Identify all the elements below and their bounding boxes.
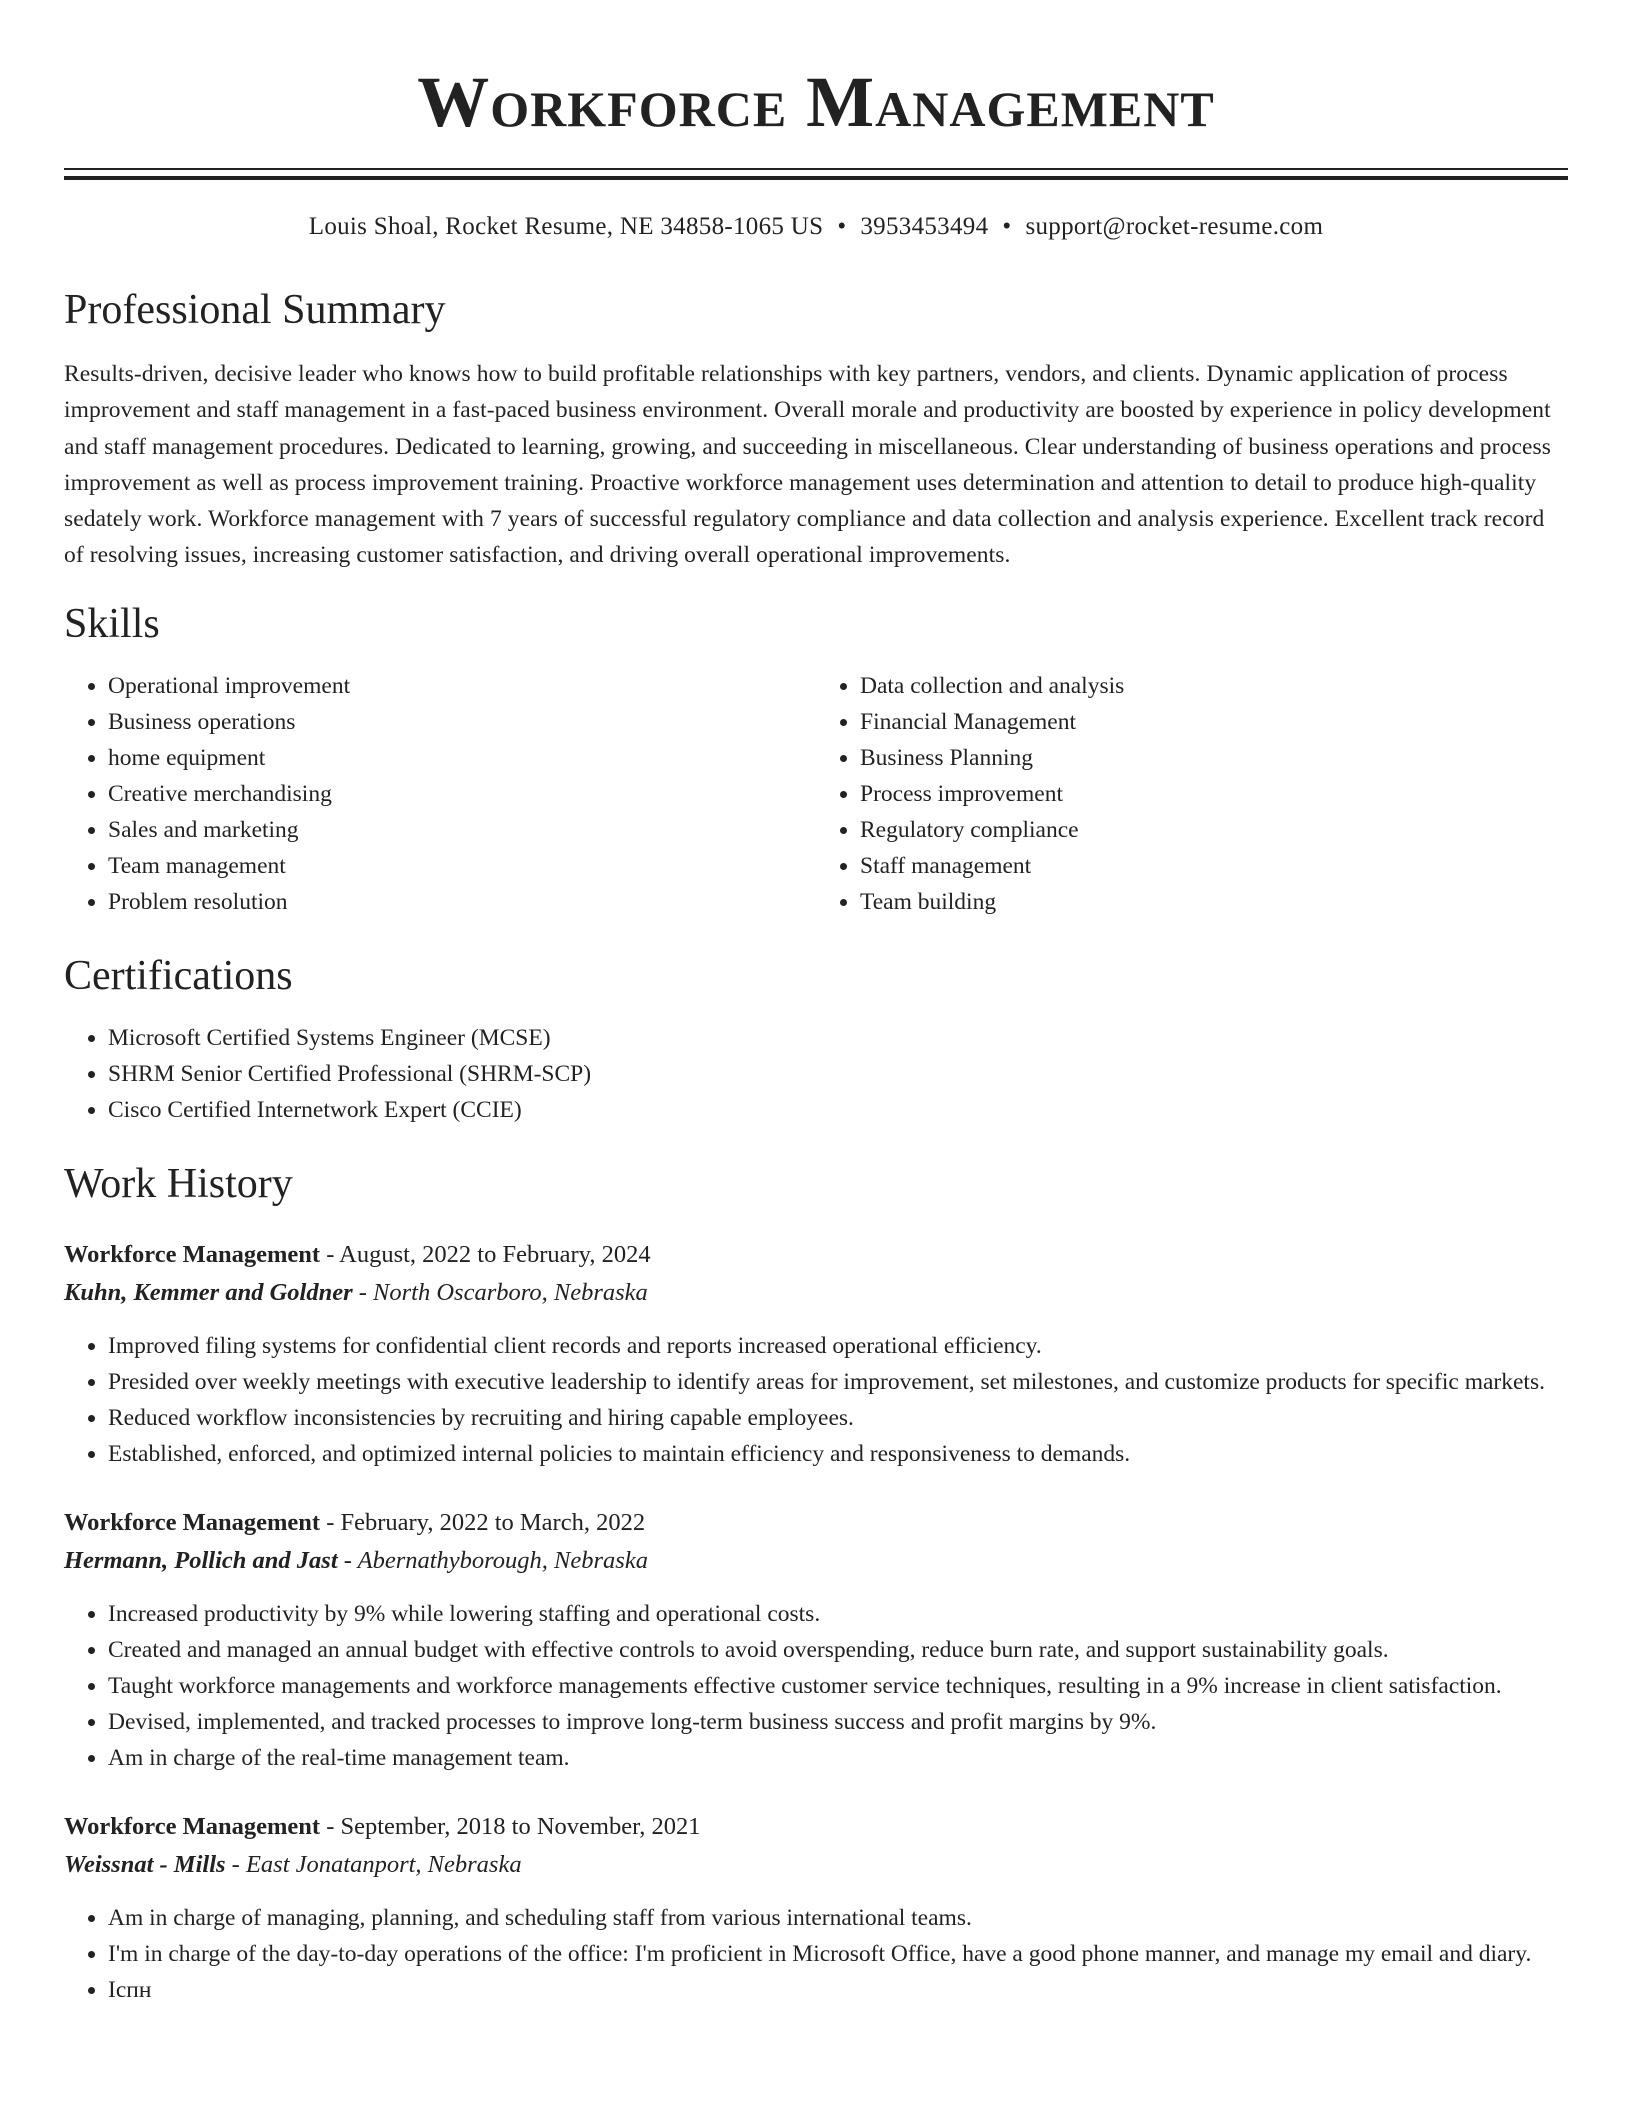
skill-item: • Creative merchandising (108, 776, 816, 812)
job-company-line (64, 1542, 1568, 1580)
job-title-line (64, 1808, 1568, 1846)
job-title: Workforce Management (64, 1240, 321, 1268)
skill-item: • Process improvement (860, 776, 1568, 812)
certifications-list (64, 1020, 1568, 1128)
job-bullets (64, 1596, 1568, 1776)
work-history-heading: Work History (64, 1160, 293, 1207)
job-bullets (64, 1328, 1568, 1472)
skill-item: • home equipment (108, 740, 816, 776)
skill-item: • Problem resolution (108, 884, 816, 920)
contact-email: support@rocket-resume.com (1025, 213, 1324, 240)
certification-item: • Cisco Certified Internetwork Expert (CCIE) (108, 1092, 1568, 1128)
job-bullet: • Presided over weekly meetings with executive leadership to identify areas for improvement, set milestones, and customize products for specific markets. (108, 1364, 1568, 1400)
job-dash: - (352, 1278, 374, 1306)
job-bullet: • Devised, implemented, and tracked processes to improve long-term business success and profit margins by 9%. (108, 1704, 1568, 1740)
job-location: Abernathyborough, Nebraska (357, 1546, 648, 1574)
job-entry (64, 1504, 1568, 1776)
job-bullets (64, 1900, 1568, 2008)
summary-text: Results-driven, decisive leader who knows how to build profitable relationships with key partners, vendors, and clients. Dynamic application of process improvement and staff management in a fast-paced business environment. Overall morale and productivity are boosted by experience in policy development and staff management procedures. Dedicated to learning, growing, and succeeding in miscellaneous. Clear understanding of business operations and process improvement as well as process improvement training. Proactive workforce management uses determination and attention to detail to produce high-quality sedately work. Workforce management with 7 years of successful regulatory compliance and data collection and analysis experience. Excellent track record of resolving issues, increasing customer satisfaction, and driving overall operational improvements. (64, 361, 1551, 569)
skills-left-list (64, 668, 816, 920)
job-bullet: • Created and managed an annual budget with effective controls to avoid overspending, reduce burn rate, and support sustainability goals. (108, 1632, 1568, 1668)
job-title: Workforce Management (64, 1812, 321, 1840)
job-title: Workforce Management (64, 1508, 321, 1536)
job-dash: - (337, 1546, 358, 1574)
job-bullet: • Am in charge of managing, planning, and scheduling staff from various international teams. (108, 1900, 1568, 1936)
skill-item: • Data collection and analysis (860, 668, 1568, 704)
contact-phone: 3953453494 (860, 213, 989, 240)
contact-separator: • (1002, 213, 1012, 240)
job-bullet: • Improved filing systems for confidential client records and reports increased operational efficiency. (108, 1328, 1568, 1364)
job-company: Hermann, Pollich and Jast (64, 1546, 338, 1574)
job-location: East Jonatanport, Nebraska (245, 1850, 522, 1878)
job-title-line (64, 1504, 1568, 1542)
title-rule-thick (64, 176, 1568, 180)
contact-address: Louis Shoal, Rocket Resume, NE 34858-1065 US (308, 213, 824, 240)
skills-columns (64, 668, 1568, 920)
job-bullet: • Increased productivity by 9% while lowering staffing and operational costs. (108, 1596, 1568, 1632)
job-entry (64, 1808, 1568, 2008)
job-location: North Oscarboro, Nebraska (373, 1278, 648, 1306)
skill-item: • Staff management (860, 848, 1568, 884)
job-bullet: • Established, enforced, and optimized internal policies to maintain efficiency and responsiveness to demands. (108, 1436, 1568, 1472)
certifications-heading: Certifications (64, 952, 293, 999)
skill-item: • Business Planning (860, 740, 1568, 776)
skill-item: • Financial Management (860, 704, 1568, 740)
resume-title: Workforce Management (417, 62, 1215, 142)
job-company: Weissnat - Mills (64, 1850, 226, 1878)
skill-item: • Team management (108, 848, 816, 884)
job-bullet: • Am in charge of the real-time management team. (108, 1740, 1568, 1776)
job-dash: - (320, 1240, 340, 1268)
job-title-line (64, 1236, 1568, 1274)
job-dash: - (320, 1508, 341, 1536)
skill-item: • Regulatory compliance (860, 812, 1568, 848)
job-bullet: • Reduced workflow inconsistencies by recruiting and hiring capable employees. (108, 1400, 1568, 1436)
certification-item: • Microsoft Certified Systems Engineer (MCSE) (108, 1020, 1568, 1056)
job-dates: February, 2022 to March, 2022 (340, 1508, 646, 1536)
job-bullet: • Taught workforce managements and workforce managements effective customer service techniques, resulting in a 9% increase in client satisfaction. (108, 1668, 1568, 1704)
job-bullet: • Iспн (108, 1972, 1568, 2008)
skills-right-list (816, 668, 1568, 920)
title-rule-thin (64, 168, 1568, 170)
skill-item: • Operational improvement (108, 668, 816, 704)
job-dates: August, 2022 to February, 2024 (339, 1240, 651, 1268)
summary-heading: Professional Summary (64, 287, 446, 333)
contact-separator: • (837, 213, 847, 240)
job-dash: - (225, 1850, 246, 1878)
certification-item: • SHRM Senior Certified Professional (SHRM-SCP) (108, 1056, 1568, 1092)
job-company-line (64, 1846, 1568, 1884)
contact-line (64, 210, 1568, 244)
skill-item: • Team building (860, 884, 1568, 920)
resume-page (64, 0, 1568, 2008)
job-company-line (64, 1274, 1568, 1312)
job-dash: - (320, 1812, 341, 1840)
skill-item: • Sales and marketing (108, 812, 816, 848)
job-dates: September, 2018 to November, 2021 (340, 1812, 701, 1840)
job-entry (64, 1236, 1568, 1472)
skills-heading: Skills (64, 600, 160, 647)
job-company: Kuhn, Kemmer and Goldner (64, 1278, 353, 1306)
job-bullet: • I'm in charge of the day-to-day operations of the office: I'm proficient in Microsoft Office, have a good phone manner, and manage my email and diary. (108, 1936, 1568, 1972)
skill-item: • Business operations (108, 704, 816, 740)
